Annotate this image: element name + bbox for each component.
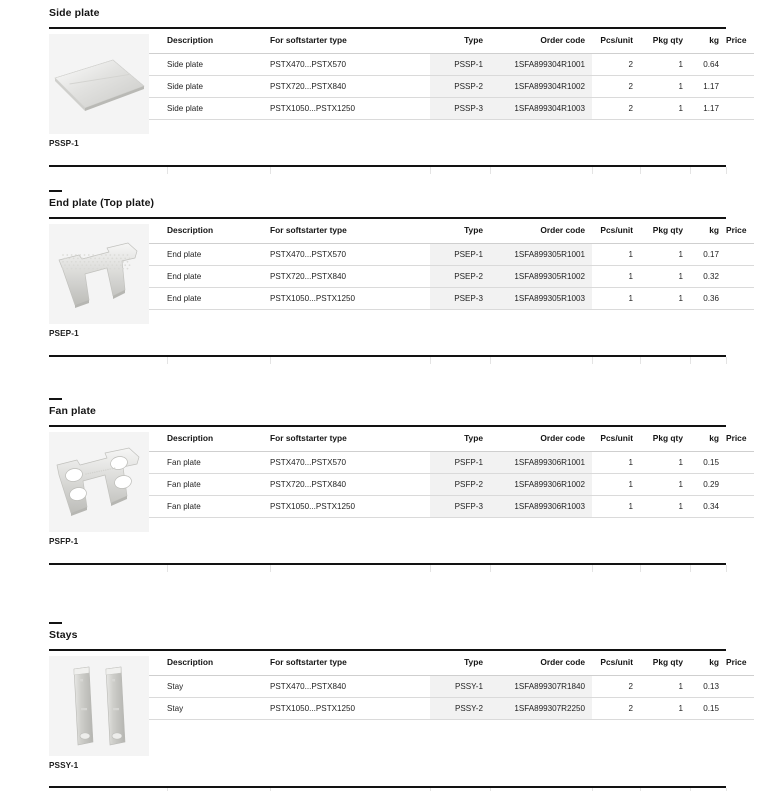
column-header: Type xyxy=(464,225,483,235)
cell-price xyxy=(726,97,754,119)
cell-type: PSEP-3 xyxy=(430,287,490,309)
column-ticks xyxy=(49,167,726,174)
cell-softstarter: PSTX720...PSTX840 xyxy=(270,75,430,97)
cell-type: PSFP-2 xyxy=(430,473,490,495)
cell-order-code: 1SFA899305R1001 xyxy=(490,243,592,265)
section-title: Fan plate xyxy=(49,405,96,417)
section-stays xyxy=(49,622,747,788)
column-header: Order code xyxy=(540,225,585,235)
cell-type: PSSY-1 xyxy=(430,675,490,697)
table-grid xyxy=(49,427,747,518)
cell-order-code: 1SFA899306R1002 xyxy=(490,473,592,495)
cell-softstarter: PSTX470...PSTX840 xyxy=(270,675,430,697)
cell-kg: 0.13 xyxy=(690,675,726,697)
cell-order-code: 1SFA899306R1003 xyxy=(490,495,592,517)
column-header: For softstarter type xyxy=(270,225,347,235)
cell-softstarter: PSTX470...PSTX570 xyxy=(270,53,430,75)
table-grid xyxy=(49,29,747,120)
cell-pkg-qty: 1 xyxy=(640,75,690,97)
cell-type: PSFP-3 xyxy=(430,495,490,517)
column-header: For softstarter type xyxy=(270,657,347,667)
cell-softstarter: PSTX720...PSTX840 xyxy=(270,473,430,495)
row-divider xyxy=(49,517,754,518)
cell-pkg-qty: 1 xyxy=(640,243,690,265)
cell-softstarter: PSTX470...PSTX570 xyxy=(270,243,430,265)
cell-price xyxy=(726,265,754,287)
cell-type: PSFP-1 xyxy=(430,451,490,473)
column-header: Pcs/unit xyxy=(600,225,633,235)
cell-pkg-qty: 1 xyxy=(640,697,690,719)
cell-kg: 0.32 xyxy=(690,265,726,287)
section-side-plate xyxy=(49,0,747,167)
cell-description: End plate xyxy=(167,243,270,265)
cell-pcs-unit: 1 xyxy=(592,243,640,265)
cell-pkg-qty: 1 xyxy=(640,495,690,517)
column-header: Type xyxy=(464,433,483,443)
section-title: Side plate xyxy=(49,7,100,19)
fan-plate-image xyxy=(49,432,149,532)
table-grid xyxy=(49,219,747,310)
column-header: Price xyxy=(726,35,747,45)
cell-pkg-qty: 1 xyxy=(640,451,690,473)
column-header: Order code xyxy=(540,35,585,45)
column-header: Pcs/unit xyxy=(600,657,633,667)
column-ticks xyxy=(49,357,726,364)
cell-pcs-unit: 1 xyxy=(592,287,640,309)
cell-type: PSEP-2 xyxy=(430,265,490,287)
accessory-table xyxy=(49,217,747,338)
cell-description: Fan plate xyxy=(167,473,270,495)
cell-price xyxy=(726,53,754,75)
layout-spacer xyxy=(49,310,726,355)
layout-spacer xyxy=(49,720,726,786)
column-header: kg xyxy=(709,35,719,45)
thumbnail-caption: PSEP-1 xyxy=(49,329,79,338)
column-header: Pkg qty xyxy=(652,657,683,667)
layout-spacer xyxy=(49,120,726,165)
cell-pkg-qty: 1 xyxy=(640,473,690,495)
thumbnail-caption: PSFP-1 xyxy=(49,537,79,546)
column-header: Order code xyxy=(540,657,585,667)
row-divider xyxy=(49,719,754,720)
row-divider xyxy=(49,119,754,120)
column-header: Pkg qty xyxy=(652,35,683,45)
accessory-table xyxy=(49,27,747,148)
column-header: Price xyxy=(726,657,747,667)
cell-kg: 0.64 xyxy=(690,53,726,75)
cell-order-code: 1SFA899307R1840 xyxy=(490,675,592,697)
thumbnail-caption: PSSY-1 xyxy=(49,761,79,770)
cell-description: Side plate xyxy=(167,53,270,75)
cell-pkg-qty: 1 xyxy=(640,265,690,287)
cell-pcs-unit: 2 xyxy=(592,97,640,119)
row-divider xyxy=(49,309,754,310)
cell-order-code: 1SFA899304R1001 xyxy=(490,53,592,75)
cell-order-code: 1SFA899306R1001 xyxy=(490,451,592,473)
cell-kg: 0.34 xyxy=(690,495,726,517)
cell-pcs-unit: 2 xyxy=(592,53,640,75)
cell-softstarter: PSTX1050...PSTX1250 xyxy=(270,495,430,517)
column-header: Description xyxy=(167,433,214,443)
column-header: Type xyxy=(464,35,483,45)
cell-description: Fan plate xyxy=(167,451,270,473)
column-header: kg xyxy=(709,433,719,443)
cell-softstarter: PSTX1050...PSTX1250 xyxy=(270,287,430,309)
column-header: Description xyxy=(167,35,214,45)
side-plate-image xyxy=(49,34,149,134)
section-title: End plate (Top plate) xyxy=(49,197,155,209)
cell-kg: 0.36 xyxy=(690,287,726,309)
cell-kg: 1.17 xyxy=(690,97,726,119)
cell-order-code: 1SFA899304R1002 xyxy=(490,75,592,97)
section-bottom-rule xyxy=(49,355,726,357)
cell-pkg-qty: 1 xyxy=(640,97,690,119)
cell-softstarter: PSTX470...PSTX570 xyxy=(270,451,430,473)
column-header: Price xyxy=(726,433,747,443)
cell-description: Fan plate xyxy=(167,495,270,517)
cell-description: End plate xyxy=(167,265,270,287)
cell-pkg-qty: 1 xyxy=(640,53,690,75)
cell-price xyxy=(726,75,754,97)
cell-price xyxy=(726,495,754,517)
cell-description: Side plate xyxy=(167,97,270,119)
end-plate-image xyxy=(49,224,149,324)
column-header: Price xyxy=(726,225,747,235)
cell-pcs-unit: 2 xyxy=(592,675,640,697)
thumbnail-caption: PSSP-1 xyxy=(49,139,79,148)
cell-kg: 0.29 xyxy=(690,473,726,495)
cell-order-code: 1SFA899305R1002 xyxy=(490,265,592,287)
column-header: kg xyxy=(709,657,719,667)
cell-type: PSSP-2 xyxy=(430,75,490,97)
section-fan-plate xyxy=(49,398,747,565)
cell-price xyxy=(726,287,754,309)
cell-type: PSSP-1 xyxy=(430,53,490,75)
column-header: For softstarter type xyxy=(270,35,347,45)
stays-image xyxy=(49,656,149,756)
column-header: Pkg qty xyxy=(652,433,683,443)
cell-price xyxy=(726,451,754,473)
column-header: Order code xyxy=(540,433,585,443)
cell-pcs-unit: 1 xyxy=(592,473,640,495)
accessory-table xyxy=(49,649,747,770)
cell-pkg-qty: 1 xyxy=(640,675,690,697)
column-header: For softstarter type xyxy=(270,433,347,443)
section-title: Stays xyxy=(49,629,78,641)
cell-type: PSSP-3 xyxy=(430,97,490,119)
cell-price xyxy=(726,473,754,495)
cell-pcs-unit: 2 xyxy=(592,697,640,719)
cell-softstarter: PSTX1050...PSTX1250 xyxy=(270,97,430,119)
column-header: Pcs/unit xyxy=(600,35,633,45)
cell-pkg-qty: 1 xyxy=(640,287,690,309)
column-ticks xyxy=(49,565,726,572)
section-bottom-rule xyxy=(49,786,726,788)
cell-pcs-unit: 1 xyxy=(592,451,640,473)
layout-spacer xyxy=(49,518,726,563)
cell-order-code: 1SFA899305R1003 xyxy=(490,287,592,309)
column-header: kg xyxy=(709,225,719,235)
column-header: Pkg qty xyxy=(652,225,683,235)
cell-description: End plate xyxy=(167,287,270,309)
section-dash-icon xyxy=(49,190,62,192)
cell-description: Stay xyxy=(167,675,270,697)
cell-order-code: 1SFA899307R2250 xyxy=(490,697,592,719)
cell-price xyxy=(726,675,754,697)
cell-type: PSEP-1 xyxy=(430,243,490,265)
cell-kg: 0.17 xyxy=(690,243,726,265)
cell-softstarter: PSTX1050...PSTX1250 xyxy=(270,697,430,719)
section-bottom-rule xyxy=(49,165,726,167)
cell-description: Side plate xyxy=(167,75,270,97)
cell-order-code: 1SFA899304R1003 xyxy=(490,97,592,119)
section-end-plate xyxy=(49,190,747,357)
column-header: Pcs/unit xyxy=(600,433,633,443)
cell-price xyxy=(726,697,754,719)
cell-kg: 0.15 xyxy=(690,697,726,719)
section-dash-icon xyxy=(49,622,62,624)
cell-kg: 1.17 xyxy=(690,75,726,97)
section-dash-icon xyxy=(49,398,62,400)
cell-pcs-unit: 1 xyxy=(592,495,640,517)
cell-type: PSSY-2 xyxy=(430,697,490,719)
cell-pcs-unit: 1 xyxy=(592,265,640,287)
column-header: Type xyxy=(464,657,483,667)
column-header: Description xyxy=(167,657,214,667)
cell-kg: 0.15 xyxy=(690,451,726,473)
cell-softstarter: PSTX720...PSTX840 xyxy=(270,265,430,287)
column-header: Description xyxy=(167,225,214,235)
cell-pcs-unit: 2 xyxy=(592,75,640,97)
cell-description: Stay xyxy=(167,697,270,719)
accessory-table xyxy=(49,425,747,546)
cell-price xyxy=(726,243,754,265)
section-bottom-rule xyxy=(49,563,726,565)
table-grid xyxy=(49,651,747,720)
